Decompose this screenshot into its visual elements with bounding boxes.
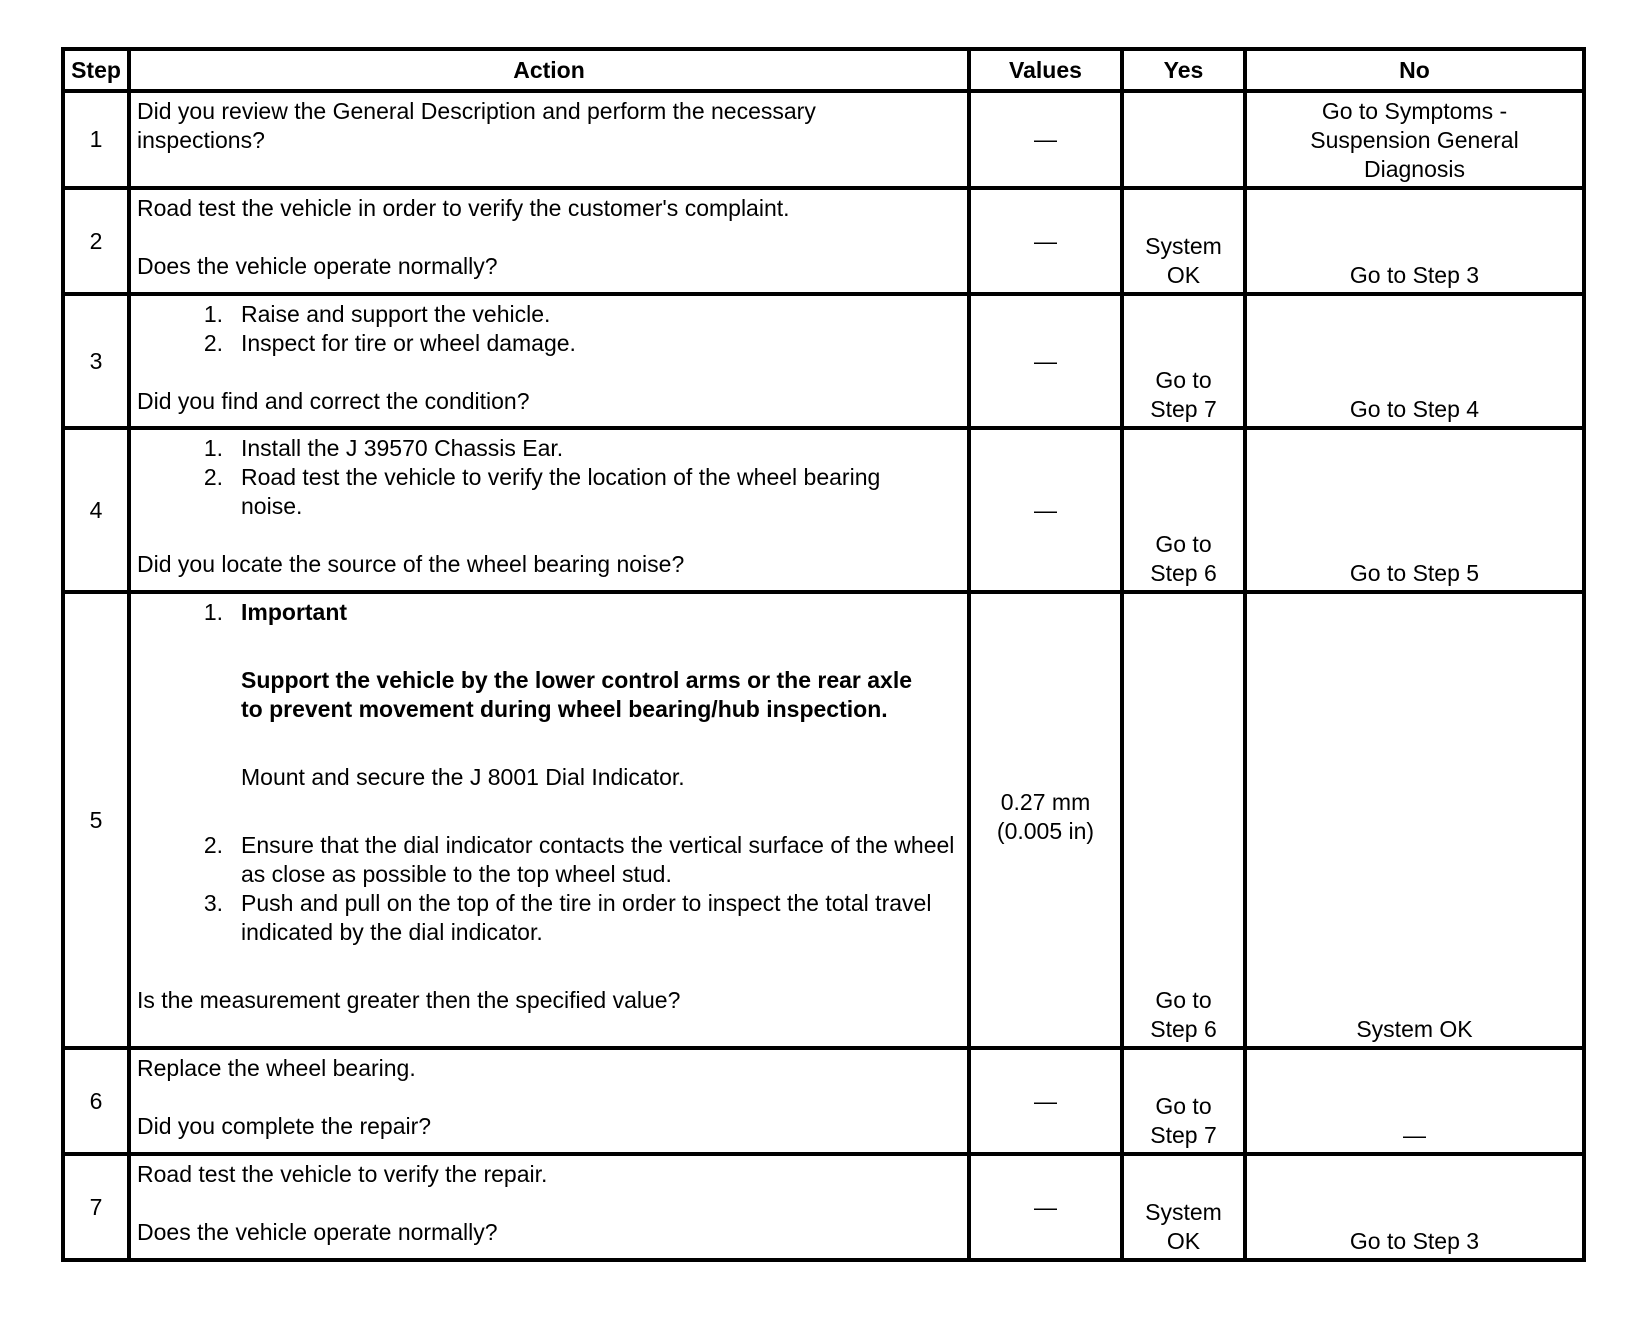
- header-step: Step: [63, 49, 129, 91]
- yes-cell[interactable]: [1122, 428, 1245, 592]
- action-question: Does the vehicle operate normally?: [137, 253, 498, 279]
- step-number: 3: [63, 294, 129, 428]
- step-item-text: Mount and secure the J 8001 Dial Indicator.: [241, 764, 685, 790]
- no-link[interactable]: Go to Symptoms - Suspension General Diagnosis: [1310, 98, 1519, 182]
- action-step-item: [137, 831, 961, 889]
- header-yes: Yes: [1122, 49, 1245, 91]
- action-step-item: [137, 889, 961, 947]
- action-step-item: [137, 463, 961, 521]
- action-cell: [129, 91, 969, 188]
- step-item-number: 2.: [203, 832, 223, 858]
- action-step-item: [137, 329, 961, 358]
- action-text: Road test the vehicle to verify the repair.: [137, 1161, 548, 1187]
- action-question: Did you find and correct the condition?: [137, 388, 530, 414]
- action-cell: [129, 592, 969, 1048]
- action-steps: [137, 434, 961, 521]
- action-cell: [129, 1154, 969, 1260]
- action-steps: [137, 598, 961, 947]
- action-step-item: [137, 598, 961, 831]
- step-item-text: Raise and support the vehicle.: [241, 301, 551, 327]
- step-number: 5: [63, 592, 129, 1048]
- action-step-item: [137, 434, 961, 463]
- action-question: Is the measurement greater then the specified value?: [137, 987, 681, 1013]
- yes-cell[interactable]: [1122, 294, 1245, 428]
- yes-cell[interactable]: [1122, 1048, 1245, 1154]
- step-item-text: Inspect for tire or wheel damage.: [241, 330, 576, 356]
- step-item-number: 2.: [203, 464, 223, 490]
- header-no: No: [1245, 49, 1584, 91]
- step-item-text: Road test the vehicle to verify the location of the wheel bearing noise.: [241, 464, 881, 519]
- table-row: [63, 294, 1584, 428]
- step-item-number: 1.: [203, 599, 223, 625]
- values-cell: —: [969, 1048, 1122, 1154]
- yes-link[interactable]: System OK: [1145, 233, 1222, 288]
- table-header-row: [63, 49, 1584, 91]
- table-row: [63, 592, 1584, 1048]
- step-number: 4: [63, 428, 129, 592]
- important-note: Support the vehicle by the lower control arms or the rear axle to prevent movement during wheel bearing/hub inspection.: [241, 667, 913, 722]
- diagnostic-table: [61, 47, 1586, 1262]
- values-cell: —: [969, 91, 1122, 188]
- action-cell: [129, 294, 969, 428]
- action-text: Did you review the General Description and perform the necessary inspections?: [137, 98, 816, 153]
- no-cell[interactable]: [1245, 428, 1584, 592]
- action-text: Replace the wheel bearing.: [137, 1055, 416, 1081]
- values-cell: —: [969, 294, 1122, 428]
- action-question: Did you locate the source of the wheel bearing noise?: [137, 551, 685, 577]
- values-cell: —: [969, 1154, 1122, 1260]
- action-cell: [129, 1048, 969, 1154]
- value-imperial: (0.005 in): [996, 818, 1095, 844]
- no-link[interactable]: Go to Step 3: [1349, 262, 1480, 288]
- yes-cell[interactable]: [1122, 592, 1245, 1048]
- action-question: Did you complete the repair?: [137, 1113, 432, 1139]
- header-values: Values: [969, 49, 1122, 91]
- no-cell[interactable]: [1245, 188, 1584, 294]
- yes-cell[interactable]: [1122, 1154, 1245, 1260]
- no-link[interactable]: System OK: [1356, 1016, 1473, 1042]
- no-cell[interactable]: [1245, 91, 1584, 188]
- values-cell: —: [969, 188, 1122, 294]
- step-item-number: 1.: [203, 435, 223, 461]
- no-link[interactable]: Go to Step 3: [1349, 1228, 1480, 1254]
- no-cell[interactable]: [1245, 1154, 1584, 1260]
- value-metric: 0.27 mm: [1000, 789, 1091, 815]
- no-link[interactable]: Go to Step 4: [1349, 396, 1480, 422]
- step-item-number: 2.: [203, 330, 223, 356]
- no-cell: —: [1245, 1048, 1584, 1154]
- action-question: Does the vehicle operate normally?: [137, 1219, 498, 1245]
- no-cell[interactable]: [1245, 592, 1584, 1048]
- header-action: Action: [129, 49, 969, 91]
- yes-link[interactable]: Go to Step 7: [1150, 1093, 1217, 1148]
- table-row: [63, 188, 1584, 294]
- yes-link[interactable]: Go to Step 7: [1150, 367, 1217, 422]
- values-cell: [969, 592, 1122, 1048]
- table-row: [63, 428, 1584, 592]
- table-row: [63, 1048, 1584, 1154]
- action-cell: [129, 428, 969, 592]
- no-cell[interactable]: [1245, 294, 1584, 428]
- yes-link[interactable]: System OK: [1145, 1199, 1222, 1254]
- no-link[interactable]: Go to Step 5: [1349, 560, 1480, 586]
- table-row: [63, 1154, 1584, 1260]
- step-item-number: 1.: [203, 301, 223, 327]
- yes-cell: [1122, 91, 1245, 188]
- step-item-text: Push and pull on the top of the tire in order to inspect the total travel indicated by the dial indicator.: [241, 890, 932, 945]
- step-item-text: Install the J 39570 Chassis Ear.: [241, 435, 564, 461]
- table-row: [63, 91, 1584, 188]
- important-label: Important: [241, 599, 348, 625]
- action-steps: [137, 300, 961, 358]
- step-item-number: 3.: [203, 890, 223, 916]
- step-number: 7: [63, 1154, 129, 1260]
- step-number: 2: [63, 188, 129, 294]
- action-text: Road test the vehicle in order to verify the customer's complaint.: [137, 195, 790, 221]
- action-step-item: [137, 300, 961, 329]
- step-item-text: Ensure that the dial indicator contacts the vertical surface of the wheel as close as possible to the top wheel stud.: [241, 832, 955, 887]
- values-cell: —: [969, 428, 1122, 592]
- yes-link[interactable]: Go to Step 6: [1150, 987, 1217, 1042]
- yes-link[interactable]: Go to Step 6: [1150, 531, 1217, 586]
- step-number: 1: [63, 91, 129, 188]
- yes-cell[interactable]: [1122, 188, 1245, 294]
- step-number: 6: [63, 1048, 129, 1154]
- action-cell: [129, 188, 969, 294]
